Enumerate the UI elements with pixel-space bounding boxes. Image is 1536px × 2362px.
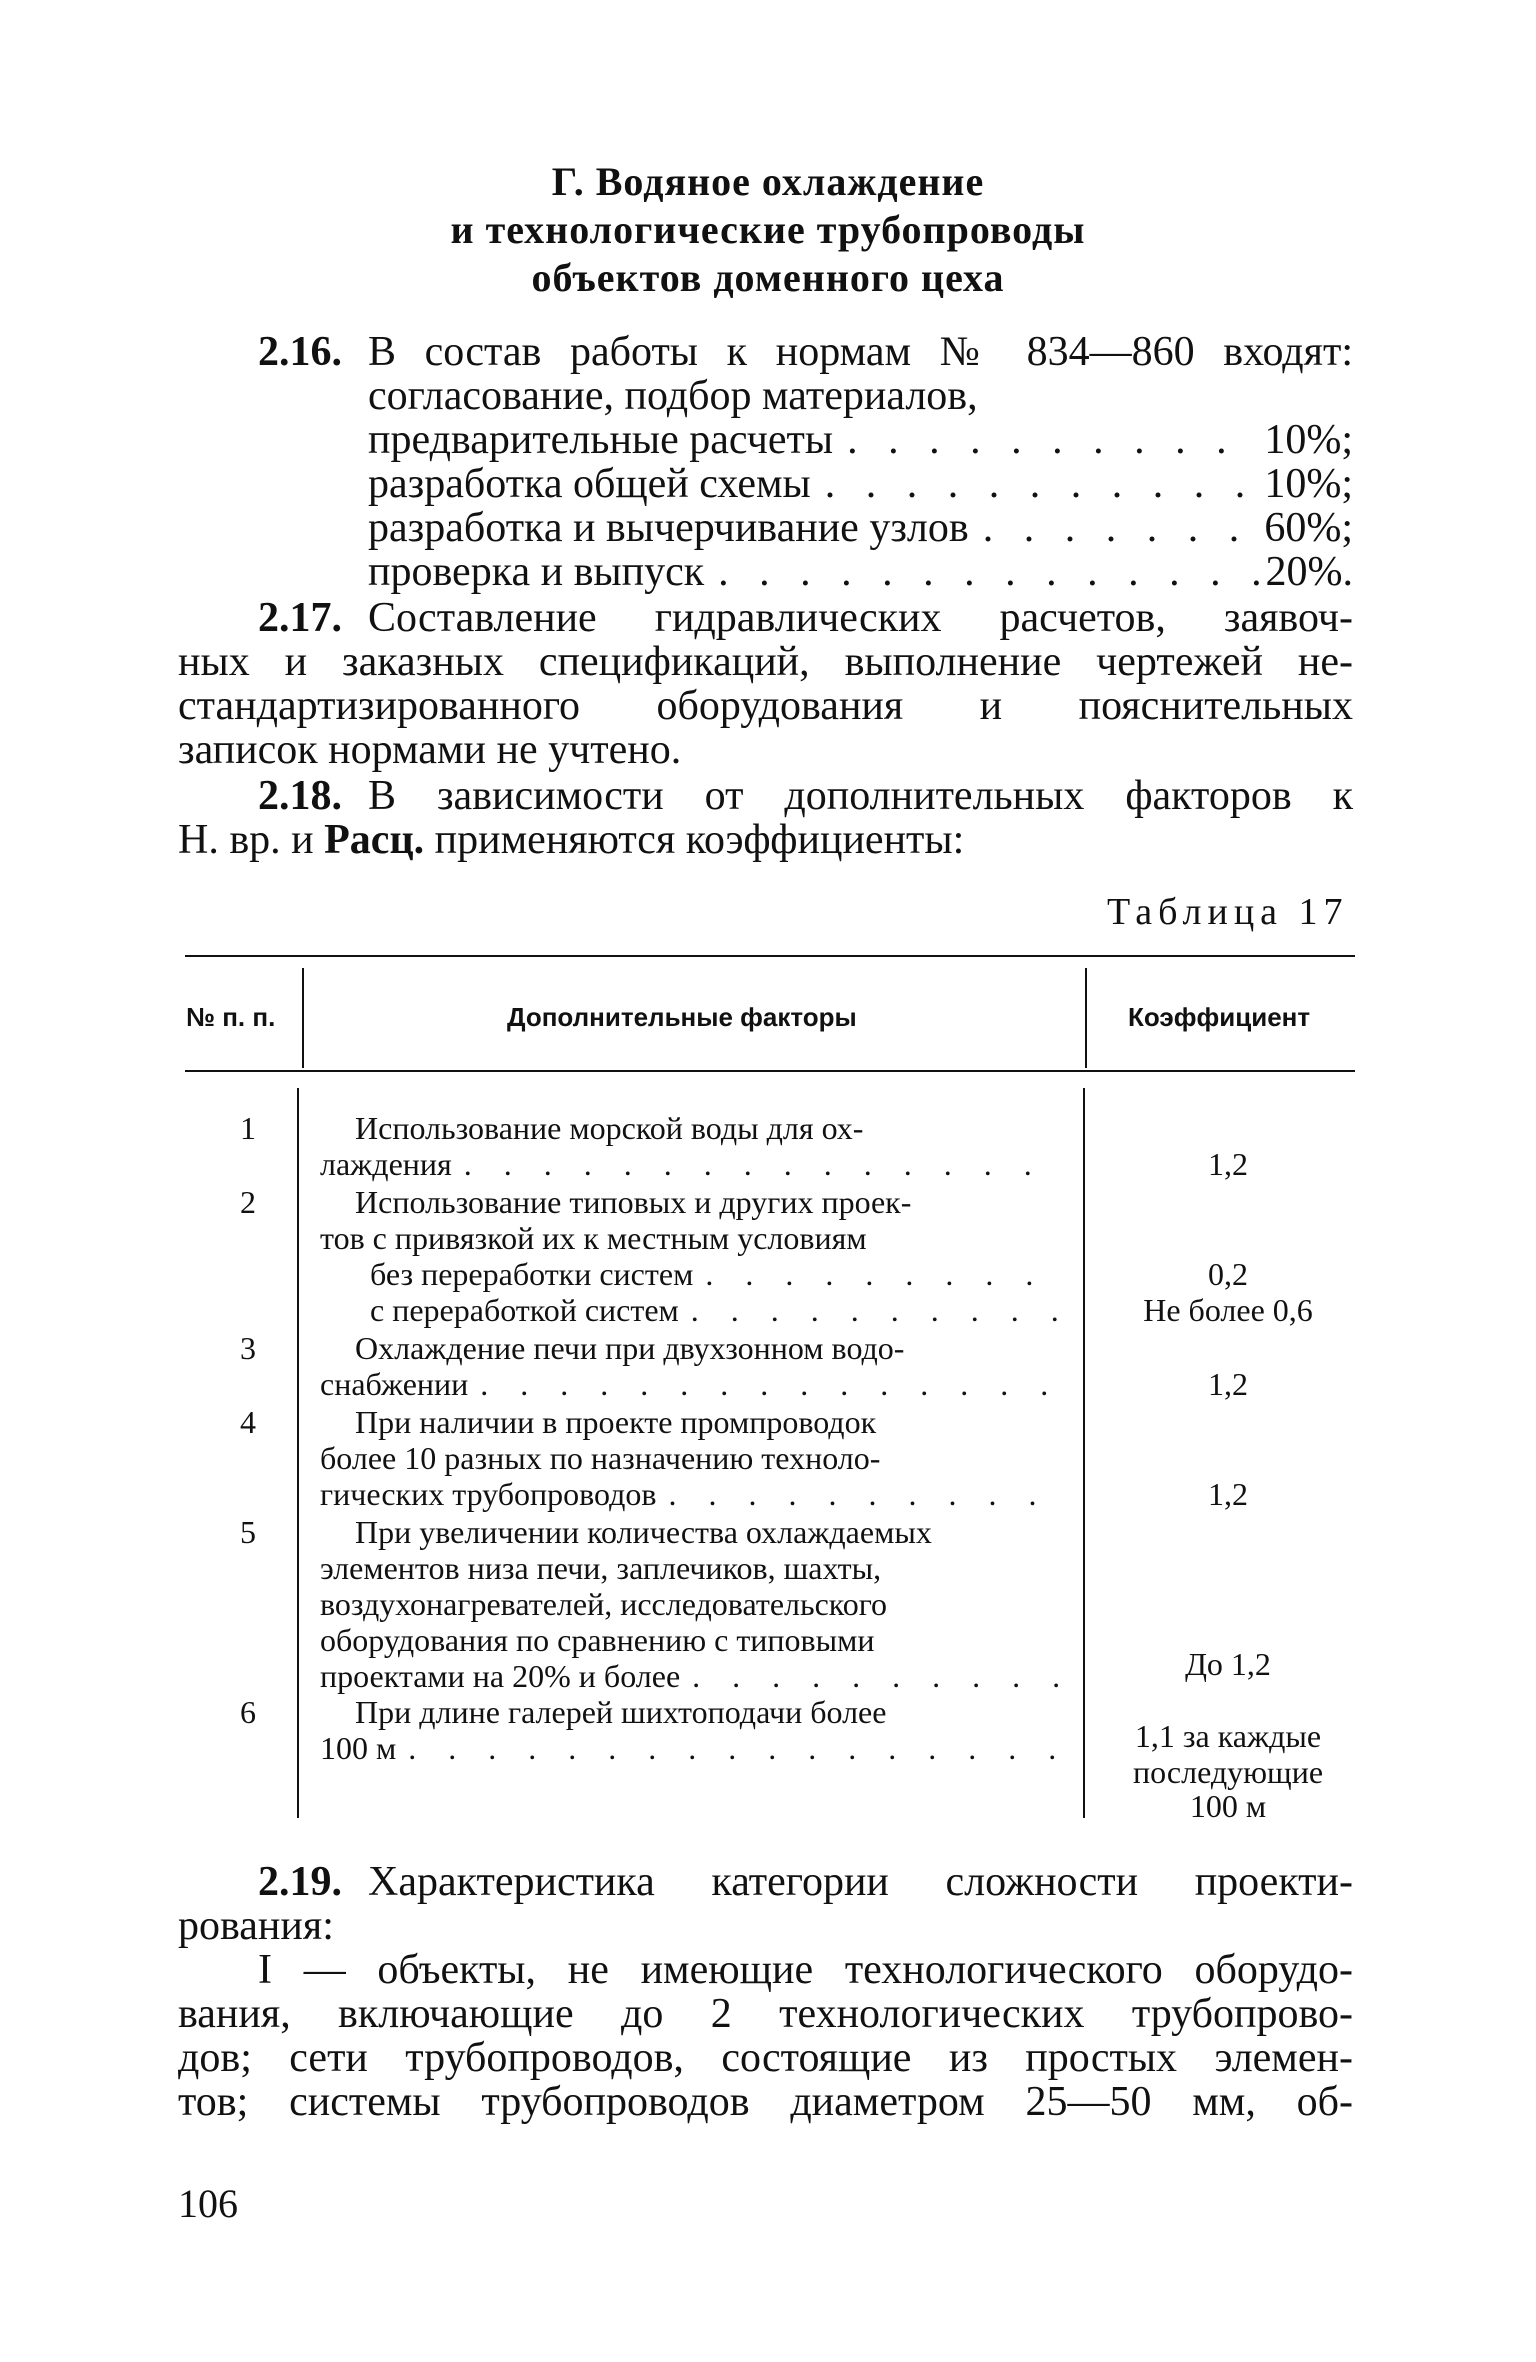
paragraph-2-19-line-1: Характеристика категории сложности проекти- (368, 1859, 1353, 1905)
table-column-divider (297, 1088, 299, 1818)
work-item-label: разработка общей схемы (368, 461, 811, 507)
factor-line: элементов низа печи, заплечиков, шахты, (320, 1550, 882, 1586)
factor-line-dotted: снабжении . . . (320, 1366, 1060, 1402)
coefficient-value: 100 м (1189, 1788, 1267, 1824)
factor-line: При длине галерей шихтоподачи более (355, 1694, 887, 1730)
paragraph-2-18-line-2 (178, 818, 964, 862)
paragraph-2-18-rate-term: Расц. (324, 817, 425, 863)
factor-line-dotted: гических трубопроводов . . . (320, 1476, 1060, 1512)
paragraph-2-19-line-4: вания, включающие до 2 технологических трубопрово- (178, 1991, 1353, 2037)
section-heading-line-2: и технологические трубопроводы (450, 207, 1086, 252)
factor-line: воздухонагревателей, исследовательского (320, 1586, 888, 1622)
paragraph-2-17-line-3: стандартизированного оборудования и пояснительных (178, 683, 1353, 729)
table-column-divider (1085, 968, 1087, 1068)
row-number: 6 (240, 1694, 256, 1730)
factor-line: Охлаждение печи при двухзонном водо- (355, 1330, 905, 1366)
paragraph-number-2-18: 2.18. (258, 773, 342, 819)
paragraph-2-18-text-a: Н. вр. и (178, 817, 325, 863)
factor-line: Использование типовых и других проек- (355, 1184, 912, 1220)
work-item-percent: 10%; (1264, 417, 1353, 463)
work-item-row (368, 418, 1353, 462)
coefficient-value: последующие (1132, 1754, 1324, 1790)
paragraph-2-18-text-c: применяются коэффициенты: (424, 817, 965, 863)
paragraph-2-19-line-5: дов; сети трубопроводов, состоящие из простых элемен- (178, 2035, 1353, 2081)
factor-line: При увеличении количества охлаждаемых (355, 1514, 932, 1550)
row-number: 1 (240, 1110, 256, 1146)
factor-line-dotted: с переработкой систем . . . (370, 1292, 1060, 1328)
row-number: 5 (240, 1514, 256, 1550)
paragraph-2-18-line-1: В зависимости от дополнительных факторов к (368, 773, 1353, 819)
work-item-label: проверка и выпуск (368, 549, 705, 595)
table-header-coef: Коэффициент (1128, 1002, 1311, 1032)
factor-line: оборудования по сравнению с типовыми (320, 1622, 875, 1658)
coefficient-value: 1,1 за каждые (1134, 1718, 1322, 1754)
work-item-row (368, 550, 1353, 594)
paragraph-2-19-line-2: рования: (178, 1903, 334, 1949)
paragraph-number-2-19: 2.19. (258, 1859, 342, 1905)
factor-line: При наличии в проекте промпроводок (355, 1404, 877, 1440)
table-header-rule (185, 1070, 1355, 1072)
table-top-rule (185, 955, 1355, 957)
paragraph-2-19-line-6: тов; системы трубопроводов диаметром 25—50 мм, об- (178, 2079, 1353, 2125)
table-column-divider (302, 968, 304, 1068)
paragraph-2-17-line-1: Составление гидравлических расчетов, заявоч- (368, 595, 1353, 641)
row-number: 4 (240, 1404, 256, 1440)
coefficient-value: 1,2 (1208, 1476, 1248, 1512)
factor-line-dotted: лаждения . . . (320, 1146, 1060, 1182)
factor-line-dotted: 100 м . . . (320, 1730, 1060, 1766)
paragraph-2-16-line-2: согласование, подбор материалов, (368, 373, 978, 419)
factor-line: Использование морской воды для ох- (355, 1110, 864, 1146)
work-item-percent: 10%; (1264, 461, 1353, 507)
section-heading-line-1: Г. Водяное охлаждение (551, 159, 985, 204)
table-header-factors: Дополнительные факторы (507, 1002, 857, 1032)
paragraph-2-17-line-4: записок нормами не учтено. (178, 727, 682, 773)
row-number: 3 (240, 1330, 256, 1366)
factor-line-dotted: без переработки систем . . . (370, 1256, 1060, 1292)
work-item-label: разработка и вычерчивание узлов (368, 505, 969, 551)
coefficient-value: Не более 0,6 (1143, 1292, 1313, 1328)
table-column-divider (1083, 1088, 1085, 1818)
work-item-row (368, 462, 1353, 506)
factor-line: тов с привязкой их к местным условиям (320, 1220, 867, 1256)
paragraph-2-17-line-2: ных и заказных спецификаций, выполнение чертежей не- (178, 639, 1353, 685)
coefficient-value: 1,2 (1208, 1146, 1248, 1182)
paragraph-number-2-17: 2.17. (258, 595, 342, 641)
coefficient-value: До 1,2 (1185, 1646, 1271, 1682)
table-header-num: № п. п. (186, 1002, 276, 1032)
paragraph-number-2-16: 2.16. (258, 329, 342, 375)
factor-line-dotted: проектами на 20% и более . . . (320, 1658, 1060, 1694)
work-item-row (368, 506, 1353, 550)
section-heading-line-3: объектов доменного цеха (531, 255, 1005, 300)
factor-line: более 10 разных по назначению техноло- (320, 1440, 881, 1476)
coefficient-value: 0,2 (1208, 1256, 1248, 1292)
table-caption: Таблица 17 (1107, 891, 1349, 933)
paragraph-2-16-line-1: В состав работы к нормам № 834—860 входят: (368, 329, 1353, 375)
work-item-percent: 20%. (1265, 549, 1353, 595)
work-item-percent: 60%; (1264, 505, 1353, 551)
work-item-label: предварительные расчеты (368, 417, 834, 463)
coefficient-value: 1,2 (1208, 1366, 1248, 1402)
paragraph-2-19-line-3: I — объекты, не имеющие технологического оборудо- (258, 1947, 1353, 1993)
row-number: 2 (240, 1184, 256, 1220)
page-number: 106 (178, 2181, 238, 2226)
